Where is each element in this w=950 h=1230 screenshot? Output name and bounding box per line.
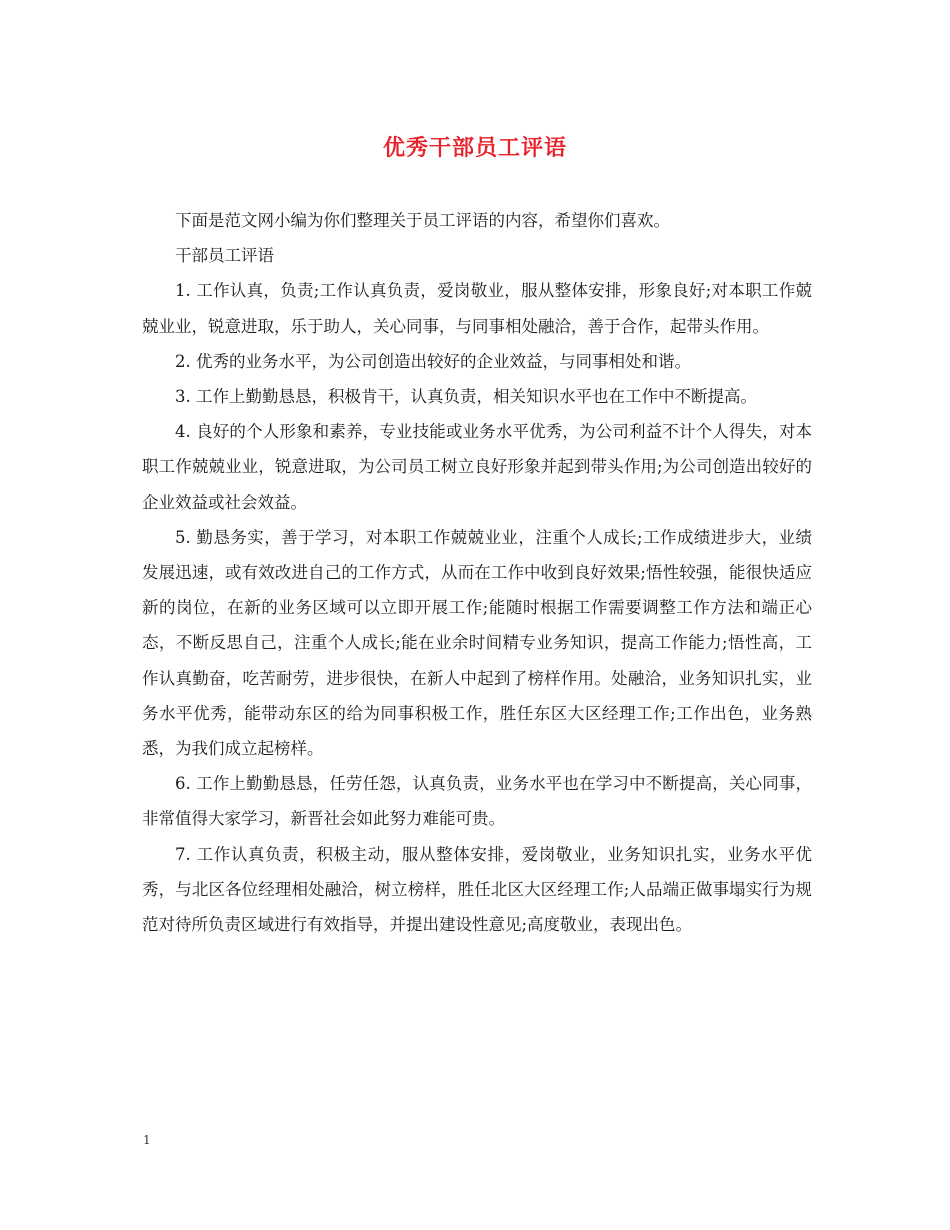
list-item-2: 2. 优秀的业务水平，为公司创造出较好的企业效益，与同事相处和谐。 <box>175 351 691 371</box>
intro-paragraph: 下面是范文网小编为你们整理关于员工评语的内容，希望你们喜欢。 <box>175 211 670 230</box>
page-number: 1 <box>143 1133 151 1147</box>
document-title: 优秀干部员工评语 <box>382 135 567 161</box>
document-body <box>142 203 812 942</box>
list-item-4: 4. 良好的个人形象和素养，专业技能或业务水平优秀，为公司利益不计个人得失，对本职工作兢兢业业，锐意进取，为公司员工树立良好形象并起到带头作用;为公司创造出较好的企业效益或社会效益。 <box>142 422 812 512</box>
list-item-1: 1. 工作认真，负责;工作认真负责，爱岗敬业，服从整体安排，形象良好;对本职工作兢兢业业，锐意进取，乐于助人，关心同事，与同事相处融洽，善于合作，起带头作用。 <box>142 281 812 336</box>
list-item-5: 5. 勤恳务实，善于学习，对本职工作兢兢业业，注重个人成长;工作成绩进步大，业绩发展迅速，或有效改进自己的工作方式，从而在工作中收到良好效果;悟性较强，能很快适应新的岗位，在新的业务区域可以立即开展工作;能随时根据工作需要调整工作方法和端正心态，不断反思自己，注重个人成长;能在业余时间精专业务知识，提高工作能力;悟性高，工作认真勤奋，吃苦耐劳，进步很快，在新人中起到了榜样作用。处融洽，业务知识扎实，业务水平优秀，能带动东区的给为同事积极工作，胜任东区大区经理工作;工作出色，业务熟悉，为我们成立起榜样。 <box>142 527 812 759</box>
list-item-7: 7. 工作认真负责，积极主动，服从整体安排，爱岗敬业，业务知识扎实，业务水平优秀，与北区各位经理相处融洽，树立榜样，胜任北区大区经理工作;人品端正做事塌实行为规范对待所负责区域进行有效指导，并提出建设性意见;高度敬业，表现出色。 <box>142 844 812 935</box>
list-item-6: 6. 工作上勤勤恳恳，任劳任怨，认真负责，业务水平也在学习中不断提高，关心同事，非常值得大家学习，新晋社会如此努力难能可贵。 <box>142 774 812 829</box>
section-heading: 干部员工评语 <box>175 246 274 266</box>
list-item-3: 3. 工作上勤勤恳恳，积极肯干，认真负责，相关知识水平也在工作中不断提高。 <box>175 387 757 407</box>
